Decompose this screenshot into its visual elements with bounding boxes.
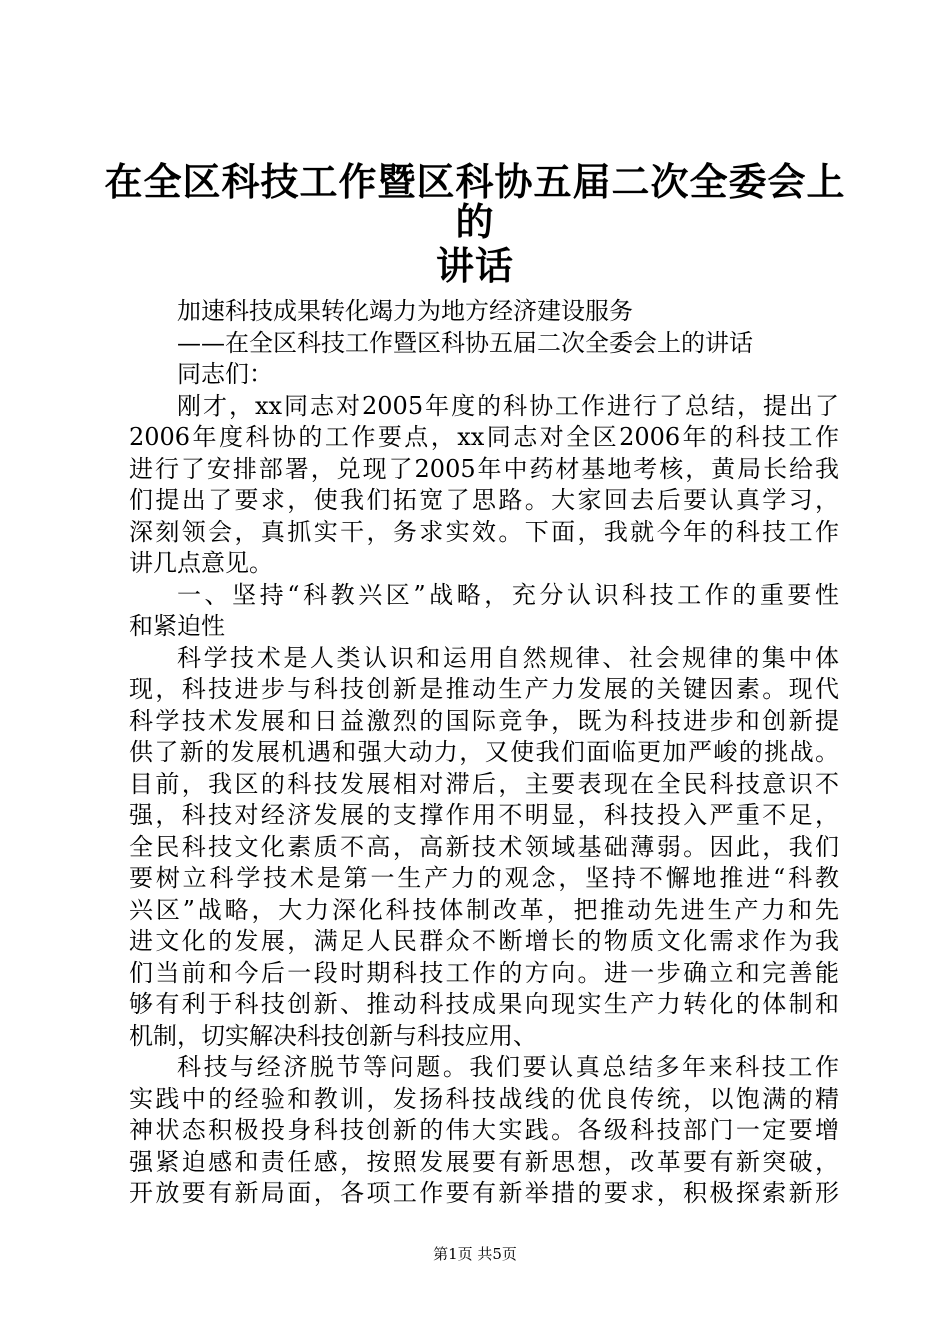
page-footer: 第1页 共5页 — [433, 1245, 517, 1263]
paragraph-line: 强紧迫感和责任感，按照发展要有新思想，改革要有新突破， — [129, 1147, 839, 1176]
paragraph-line: 要树立科学技术是第一生产力的观念，坚持不懈地推进“科教 — [129, 864, 839, 892]
paragraph-line: 兴区”战略，大力深化科技体制改革，把推动先进生产力和先 — [129, 895, 839, 924]
paragraph-line: 进文化的发展，满足人民群众不断增长的物质文化需求作为我 — [129, 927, 839, 955]
paragraph-line: 刚才，xx同志对2005年度的科协工作进行了总结，提出了 — [177, 391, 839, 420]
paragraph-line: 科技与经济脱节等问题。我们要认真总结多年来科技工作 — [177, 1053, 839, 1081]
paragraph-line: 够有利于科技创新、推动科技成果向现实生产力转化的体制和 — [129, 990, 839, 1018]
paragraph-line: 科学技术是人类认识和运用自然规律、社会规律的集中体 — [177, 643, 839, 672]
paragraph-line: 供了新的发展机遇和强大动力，又使我们面临更加严峻的挑战。 — [129, 738, 839, 766]
section-heading-line: 一、坚持“科教兴区”战略，充分认识科技工作的重要性 — [177, 580, 839, 609]
paragraph-line: 目前，我区的科技发展相对滞后，主要表现在全民科技意识不 — [129, 769, 839, 798]
paragraph-line: 们当前和今后一段时期科技工作的方向。进一步确立和完善能 — [129, 958, 839, 987]
salutation: 同志们： — [177, 360, 273, 388]
paragraph-line: 科学技术发展和日益激烈的国际竞争，既为科技进步和创新提 — [129, 706, 839, 735]
paragraph-line: 机制，切实解决科技创新与科技应用、 — [129, 1021, 537, 1050]
document-body — [129, 296, 839, 1210]
paragraph-line: 们提出了要求，使我们拓宽了思路。大家回去后要认真学习， — [129, 486, 839, 514]
subtitle-line: ——在全区科技工作暨区科协五届二次全委会上的讲话 — [177, 328, 753, 357]
document-title-line-1: 在全区科技工作暨区科协五届二次全委会上的 — [104, 159, 846, 244]
paragraph-line: 深刻领会，真抓实干，务求实效。下面，我就今年的科技工作 — [129, 517, 839, 546]
subtitle-line: 加速科技成果转化竭力为地方经济建设服务 — [177, 297, 633, 325]
paragraph-line: 2006年度科协的工作要点，xx同志对全区2006年的科技工作 — [129, 423, 839, 451]
paragraph-line: 强，科技对经济发展的支撑作用不明显，科技投入严重不足， — [129, 801, 839, 829]
paragraph-line: 开放要有新局面，各项工作要有新举措的要求，积极探索新形 — [129, 1179, 839, 1207]
paragraph-line: 神状态积极投身科技创新的伟大实践。各级科技部门一定要增 — [129, 1116, 839, 1144]
paragraph-line: 进行了安排部署，兑现了2005年中药材基地考核，黄局长给我 — [129, 454, 839, 483]
paragraph-line: 现，科技进步与科技创新是推动生产力发展的关键因素。现代 — [129, 675, 839, 703]
section-heading-line: 和紧迫性 — [129, 612, 225, 640]
paragraph-line: 全民科技文化素质不高，高新技术领域基础薄弱。因此，我们 — [129, 832, 839, 861]
document-title-line-2: 讲话 — [435, 243, 514, 288]
paragraph-line: 实践中的经验和教训，发扬科技战线的优良传统，以饱满的精 — [129, 1084, 839, 1113]
paragraph-line: 讲几点意见。 — [129, 549, 273, 577]
